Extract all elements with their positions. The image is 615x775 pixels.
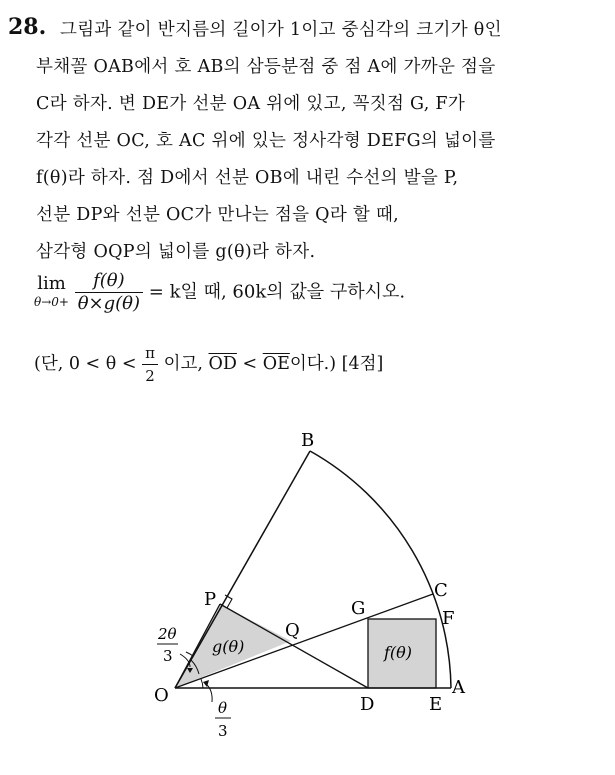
- label-theta-den: 3: [218, 722, 228, 740]
- less-than: <: [242, 354, 258, 374]
- label-o: O: [154, 685, 169, 706]
- label-g-theta: g(θ): [212, 637, 245, 656]
- problem-line: 그림과 같이 반지름의 길이가 1이고 중심각의 크기가 θ인: [60, 20, 502, 40]
- label-d: D: [360, 694, 375, 715]
- angle-arc-theta: [201, 679, 203, 688]
- pi-over-two: $\frac{\pi}{2}$: [142, 342, 158, 387]
- condition-suffix: 이다.) [4점]: [289, 354, 384, 374]
- limit-rest: = k일 때, 60k의 값을 구하시오.: [148, 281, 406, 303]
- label-e: E: [429, 694, 443, 715]
- limit-numerator: f(θ): [75, 270, 143, 293]
- label-theta-num: θ: [218, 699, 228, 717]
- condition-middle: 이고,: [163, 354, 203, 374]
- limit-subscript: θ→0+: [34, 294, 69, 309]
- problem-number: 28.: [8, 14, 47, 40]
- label-two-theta-num: 2θ: [158, 625, 177, 643]
- label-a: A: [452, 677, 465, 698]
- label-c: C: [434, 580, 448, 601]
- label-two-theta-den: 3: [163, 647, 173, 665]
- label-p: P: [204, 589, 217, 610]
- label-f-theta: f(θ): [384, 643, 413, 662]
- label-f: F: [442, 608, 455, 629]
- problem-line: 삼각형 OQP의 넓이를 g(θ)라 하자.: [36, 242, 316, 262]
- problem-line: 각각 선분 OC, 호 AC 위에 있는 정사각형 DEFG의 넓이를: [36, 131, 496, 151]
- label-q: Q: [285, 620, 300, 641]
- segment-od: $\overline{OD}$: [208, 354, 237, 374]
- label-g: G: [351, 598, 366, 619]
- label-b: B: [301, 430, 315, 451]
- problem-line: 부채꼴 OAB에서 호 AB의 삼등분점 중 점 A에 가까운 점을: [36, 57, 496, 77]
- limit-operator: lim θ→0+: [34, 272, 69, 309]
- angle-arc-two-theta: [186, 652, 193, 656]
- problem-line: f(θ)라 하자. 점 D에서 선분 OB에 내린 수선의 발을 P,: [36, 168, 459, 188]
- problem-line: 선분 DP와 선분 OC가 만나는 점을 Q라 할 때,: [36, 205, 400, 225]
- problem-line: C라 하자. 변 DE가 선분 OA 위에 있고, 꼭짓점 G, F가: [36, 94, 466, 114]
- limit-denominator: θ×g(θ): [77, 293, 141, 314]
- segment-oe: $\overline{OE}$: [262, 354, 290, 374]
- condition-prefix: (단, 0 < θ <: [34, 354, 137, 374]
